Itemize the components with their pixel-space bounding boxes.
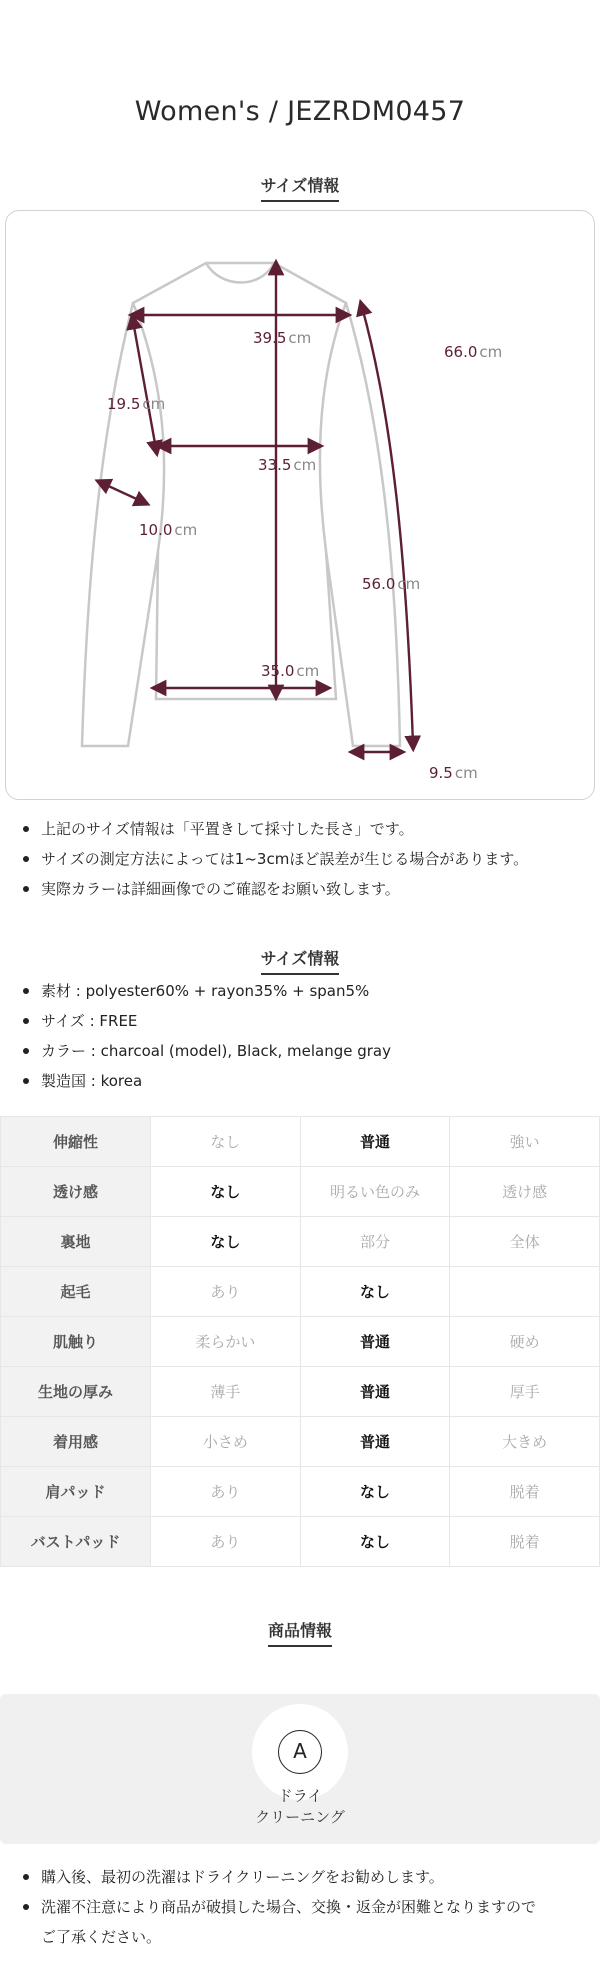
size-notes bbox=[22, 814, 582, 904]
fabric-row-label: 肌触り bbox=[1, 1317, 151, 1367]
fabric-row bbox=[1, 1317, 600, 1367]
fabric-row bbox=[1, 1367, 600, 1417]
dry-clean-icon: A bbox=[278, 1730, 322, 1774]
care-note: 洗濯不注意により商品が破損した場合、交換・返金が困難となりますので bbox=[22, 1892, 582, 1922]
spec-color: カラー : charcoal (model), Black, melange gray bbox=[22, 1036, 582, 1066]
fabric-row bbox=[1, 1417, 600, 1467]
fabric-row-label: 起毛 bbox=[1, 1267, 151, 1317]
fabric-row bbox=[1, 1167, 600, 1217]
care-label-line2: クリーニング bbox=[255, 1808, 345, 1826]
size-info-heading bbox=[0, 173, 600, 202]
shoulder-measure: 39.5 cm bbox=[253, 329, 312, 347]
sleeve-upper-line bbox=[133, 321, 156, 449]
fabric-table-body bbox=[1, 1117, 600, 1567]
size-info-heading-text: サイズ情報 bbox=[261, 173, 340, 202]
length-measure: 56.0 cm bbox=[362, 575, 421, 593]
fabric-option: 強い bbox=[450, 1117, 600, 1167]
fabric-row bbox=[1, 1267, 600, 1317]
product-info-heading bbox=[0, 1618, 600, 1647]
fabric-option: 硬め bbox=[450, 1317, 600, 1367]
chest-measure: 33.5 cm bbox=[258, 456, 317, 474]
spec-origin: 製造国 : korea bbox=[22, 1066, 582, 1096]
fabric-option: 小さめ bbox=[151, 1417, 301, 1467]
product-title: Women's / JEZRDM0457 bbox=[134, 96, 466, 127]
care-notes bbox=[22, 1862, 582, 1952]
fabric-option: なし bbox=[151, 1117, 301, 1167]
spec-heading-text: サイズ情報 bbox=[261, 946, 340, 975]
spec-size: サイズ : FREE bbox=[22, 1006, 582, 1036]
size-note: サイズの測定方法によっては1~3cmほど誤差が生じる場合があります。 bbox=[22, 844, 582, 874]
fabric-option: あり bbox=[151, 1467, 301, 1517]
fabric-option: 透け感 bbox=[450, 1167, 600, 1217]
fabric-row-label: 肩パッド bbox=[1, 1467, 151, 1517]
fabric-option: 脱着 bbox=[450, 1467, 600, 1517]
fabric-row-label: バストパッド bbox=[1, 1517, 151, 1567]
size-note: 実際カラーは詳細画像でのご確認をお願い致します。 bbox=[22, 874, 582, 904]
spec-list bbox=[22, 976, 582, 1096]
fabric-option: 薄手 bbox=[151, 1367, 301, 1417]
size-note: 上記のサイズ情報は「平置きして採寸した長さ」です。 bbox=[22, 814, 582, 844]
fabric-option: 普通 bbox=[300, 1317, 450, 1367]
care-note: 購入後、最初の洗濯はドライクリーニングをお勧めします。 bbox=[22, 1862, 582, 1892]
fabric-option: あり bbox=[151, 1517, 301, 1567]
care-note-continued: ご了承ください。 bbox=[41, 1928, 162, 1946]
product-info-heading-text: 商品情報 bbox=[268, 1618, 332, 1647]
hem-measure: 35.0 cm bbox=[261, 662, 320, 680]
fabric-row bbox=[1, 1517, 600, 1567]
fabric-table bbox=[0, 1116, 600, 1567]
fabric-option: なし bbox=[300, 1517, 450, 1567]
fabric-option: なし bbox=[151, 1217, 301, 1267]
care-label-line1: ドライ bbox=[277, 1787, 323, 1805]
fabric-option: 普通 bbox=[300, 1417, 450, 1467]
fabric-option: 普通 bbox=[300, 1117, 450, 1167]
fabric-option: なし bbox=[300, 1267, 450, 1317]
fabric-option: 全体 bbox=[450, 1217, 600, 1267]
armhole-measure: 10.0 cm bbox=[139, 521, 198, 539]
fabric-row bbox=[1, 1117, 600, 1167]
fabric-option: 厚手 bbox=[450, 1367, 600, 1417]
fabric-option: なし bbox=[151, 1167, 301, 1217]
fabric-row-label: 裏地 bbox=[1, 1217, 151, 1267]
spec-heading bbox=[0, 946, 600, 975]
fabric-row bbox=[1, 1217, 600, 1267]
fabric-option bbox=[450, 1267, 600, 1317]
fabric-row-label: 着用感 bbox=[1, 1417, 151, 1467]
fabric-option: あり bbox=[151, 1267, 301, 1317]
spec-material: 素材 : polyester60% + rayon35% + span5% bbox=[22, 976, 582, 1006]
fabric-row bbox=[1, 1467, 600, 1517]
cuff-measure: 9.5 cm bbox=[429, 764, 478, 782]
care-label bbox=[0, 1786, 600, 1828]
sleeve-length-measure: 66.0 cm bbox=[444, 343, 503, 361]
fabric-option: 普通 bbox=[300, 1367, 450, 1417]
armhole-line bbox=[102, 483, 143, 502]
sleeve-upper-measure: 19.5 cm bbox=[107, 395, 166, 413]
fabric-option: 柔らかい bbox=[151, 1317, 301, 1367]
size-diagram bbox=[5, 210, 595, 800]
fabric-row-label: 生地の厚み bbox=[1, 1367, 151, 1417]
fabric-option: 明るい色のみ bbox=[300, 1167, 450, 1217]
fabric-option: なし bbox=[300, 1467, 450, 1517]
garment-diagram-svg bbox=[6, 211, 596, 801]
fabric-row-label: 透け感 bbox=[1, 1167, 151, 1217]
fabric-row-label: 伸縮性 bbox=[1, 1117, 151, 1167]
fabric-option: 脱着 bbox=[450, 1517, 600, 1567]
fabric-option: 部分 bbox=[300, 1217, 450, 1267]
garment-outline bbox=[82, 263, 400, 746]
fabric-option: 大きめ bbox=[450, 1417, 600, 1467]
